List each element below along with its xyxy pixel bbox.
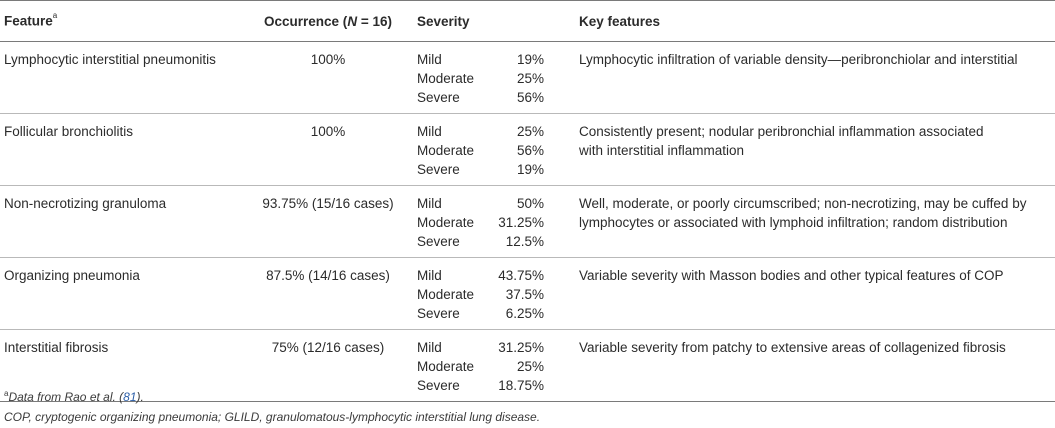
reference-link[interactable]: 81 [123,390,137,404]
severity-line [417,194,544,213]
severity-line [417,69,544,88]
severity-value: 25% [516,359,544,374]
severity-cell [413,42,575,114]
severity-label: Mild [417,124,442,139]
severity-label: Moderate [417,359,475,374]
severity-line [417,376,544,395]
severity-cell [413,114,575,186]
severity-label: Mild [417,340,442,355]
occurrence-cell: 87.5% (14/16 cases) [243,258,413,330]
footnote-abbreviations: COP, cryptogenic organizing pneumonia; GLILD, granulomatous-lymphocytic interstitial lung disease. [4,410,541,424]
severity-label: Moderate [417,215,475,230]
key-features-cell [575,42,1055,114]
header-feature: Feature$^a$ [0,1,243,42]
severity-line [417,141,544,160]
severity-value: 31.25% [498,215,544,230]
severity-line [417,338,544,357]
severity-label: Mild [417,52,442,67]
severity-value: 6.25% [505,306,544,321]
severity-label: Severe [417,234,460,249]
severity-cell [413,330,575,402]
severity-label: Moderate [417,71,475,86]
occurrence-cell: 75% (12/16 cases) [243,330,413,402]
key-features-line: Lymphocytic infiltration of variable density—peribronchiolar and interstitial [579,52,1018,67]
key-features-line: with interstitial inflammation [579,143,745,158]
severity-cell [413,258,575,330]
key-features-line: Variable severity from patchy to extensive areas of collagenized fibrosis [579,340,1006,355]
severity-line [417,160,544,179]
severity-label: Severe [417,90,460,105]
severity-label: Mild [417,196,442,211]
severity-label: Moderate [417,287,475,302]
key-features-cell [575,258,1055,330]
feature-cell: Interstitial fibrosis [0,330,243,402]
key-features-line: Well, moderate, or poorly circumscribed; non-necrotizing, may be cuffed by [579,196,1027,211]
key-features-line: lymphocytes or associated with lymphoid infiltration; random distribution [579,215,1008,230]
feature-cell: Non-necrotizing granuloma [0,186,243,258]
severity-value: 50% [516,196,544,211]
table-row [0,258,1055,330]
table-row [0,42,1055,114]
header-severity: Severity [413,1,575,42]
header-occurrence: Occurrence (N = 16) [243,1,413,42]
severity-value: 19% [516,52,544,67]
header-row [0,1,1055,42]
severity-line [417,357,544,376]
severity-cell [413,186,575,258]
severity-line [417,213,544,232]
severity-label: Severe [417,162,460,177]
severity-line [417,88,544,107]
table-row [0,114,1055,186]
feature-cell: Follicular bronchiolitis [0,114,243,186]
severity-value: 43.75% [498,268,544,283]
severity-line [417,304,544,323]
severity-value: 37.5% [505,287,544,302]
severity-value: 18.75% [498,378,544,393]
key-features-line: Variable severity with Masson bodies and other typical features of COP [579,268,1004,283]
feature-cell: Lymphocytic interstitial pneumonitis [0,42,243,114]
occurrence-cell: 100% [243,42,413,114]
severity-label: Moderate [417,143,475,158]
footnote-a: $^a$Data from Rao et al. (81). [4,389,144,404]
severity-line [417,50,544,69]
key-features-cell [575,186,1055,258]
table-row [0,330,1055,402]
severity-label: Mild [417,268,442,283]
key-features-cell [575,330,1055,402]
severity-line [417,232,544,251]
severity-line [417,266,544,285]
severity-value: 25% [516,71,544,86]
severity-label: Severe [417,306,460,321]
severity-line [417,285,544,304]
occurrence-cell: 93.75% (15/16 cases) [243,186,413,258]
feature-cell: Organizing pneumonia [0,258,243,330]
key-features-line: Consistently present; nodular peribronchial inflammation associated [579,124,984,139]
severity-label: Severe [417,378,460,393]
severity-value: 25% [516,124,544,139]
severity-value: 19% [516,162,544,177]
severity-value: 31.25% [498,340,544,355]
occurrence-cell: 100% [243,114,413,186]
header-key-features: Key features [575,1,1055,42]
severity-value: 56% [516,90,544,105]
table-row [0,186,1055,258]
severity-value: 56% [516,143,544,158]
severity-line [417,122,544,141]
key-features-cell [575,114,1055,186]
severity-value: 12.5% [505,234,544,249]
